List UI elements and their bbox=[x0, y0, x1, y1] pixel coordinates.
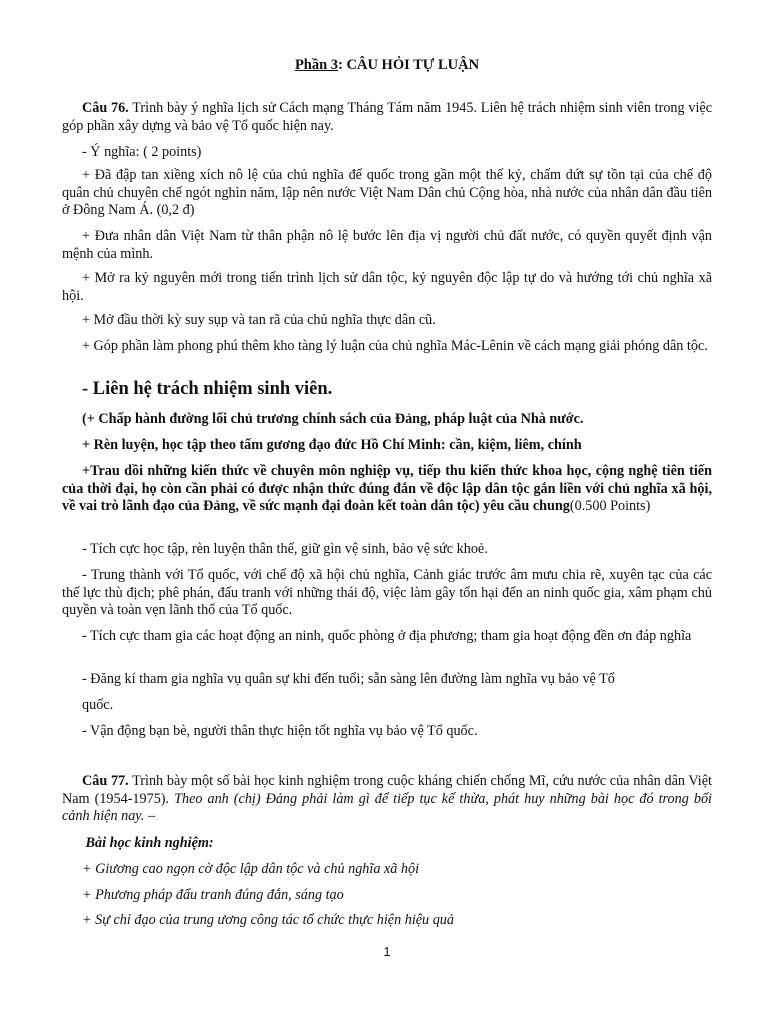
responsibility-item-2: + Rèn luyện, học tập theo tấm gương đạo đức Hồ Chí Minh: cần, kiệm, liêm, chính bbox=[82, 437, 582, 453]
responsibility-item-3 bbox=[62, 463, 712, 516]
lessons-heading bbox=[62, 835, 712, 853]
question-77-italic: Theo anh (chị) Đảng phải làm gì để tiếp tục kế thừa, phát huy những bài học đó trong bối cảnh hiện nay. – bbox=[62, 790, 712, 824]
lessons-heading-text: Bài học kinh nghiệm: bbox=[85, 835, 214, 851]
responsibility-item-8: - Vận động bạn bè, người thân thực hiện tốt nghĩa vụ bảo vệ Tổ quốc. bbox=[82, 723, 478, 739]
meaning-heading: - Ý nghĩa: ( 2 points) bbox=[82, 144, 202, 160]
question-77-label: Câu 77. bbox=[82, 773, 129, 789]
question-76 bbox=[62, 100, 712, 135]
meaning-item-2: + Đưa nhân dân Việt Nam từ thân phận nô lệ bước lên địa vị người chủ đất nước, có quyền quyết định vận mệnh của mình. bbox=[62, 228, 712, 262]
question-77 bbox=[62, 773, 712, 826]
section-title bbox=[62, 57, 712, 75]
question-76-label: Câu 76. bbox=[82, 100, 129, 116]
responsibility-item-7-cont: quốc. bbox=[82, 697, 114, 713]
meaning-item-3: + Mở ra kỷ nguyên mới trong tiến trình lịch sử dân tộc, kỷ nguyên độc lập tự do và hướng tới chủ nghĩa xã hội. bbox=[62, 270, 712, 304]
responsibility-item-4: - Tích cực học tập, rèn luyện thân thể, giữ gìn vệ sinh, bảo vệ sức khoẻ. bbox=[82, 541, 488, 557]
responsibility-item-7: - Đăng kí tham gia nghĩa vụ quân sự khi đến tuổi; sẵn sàng lên đường làm nghĩa vụ bảo vệ Tổ bbox=[82, 671, 615, 687]
question-76-text: Trình bày ý nghĩa lịch sử Cách mạng Tháng Tám năm 1945. Liên hệ trách nhiệm sinh viên trong việc góp phần xây dựng và bảo vệ Tổ quốc hiện nay. bbox=[62, 100, 712, 134]
meaning-item-4: + Mở đầu thời kỳ suy sụp và tan rã của chủ nghĩa thực dân cũ. bbox=[82, 312, 436, 328]
lesson-item-1: + Giương cao ngọn cờ độc lập dân tộc và chủ nghĩa xã hội bbox=[82, 861, 420, 877]
responsibility-item-5: - Trung thành với Tổ quốc, với chế độ xã hội chủ nghĩa, Cảnh giác trước âm mưu chia rẽ, xuyên tạc của các thế lực thù địch; phê phán, đấu tranh với những thái độ, việc làm gây tổn hại đến an ninh quốc gia, xâm phạm chủ quyền và toàn vẹn lãnh thổ của Tổ quốc. bbox=[62, 567, 712, 618]
section-title-text: : CÂU HỎI TỰ LUẬN bbox=[338, 57, 480, 73]
responsibility-item-1: (+ Chấp hành đường lối chủ trương chính sách của Đảng, pháp luật của Nhà nước. bbox=[82, 411, 584, 427]
responsibility-item-3-points: (0.500 Points) bbox=[569, 498, 651, 514]
page-number: 1 bbox=[383, 944, 391, 959]
section-part-label: Phần 3 bbox=[294, 57, 339, 73]
lesson-item-2: + Phương pháp đấu tranh đúng đắn, sáng tạo bbox=[82, 887, 344, 903]
lesson-item-3: + Sự chỉ đạo của trung ương công tác tổ chức thực hiện hiệu quả bbox=[82, 912, 454, 928]
responsibility-item-3-bold: +Trau dồi những kiến thức về chuyên môn nghiệp vụ, tiếp thu kiến thức khoa học, cộng nghệ tiên tiến của thời đại, họ còn cần phải có được nhận thức đúng đắn về độc lập dân tộc gắn liền với chủ nghĩa xã hội, về vai trò lãnh đạo của Đảng, về sức mạnh đại đoàn kết toàn dân tộc) yêu cầu chung bbox=[62, 463, 712, 514]
meaning-item-1: + Đã đập tan xiềng xích nô lệ của chủ nghĩa đế quốc trong gần một thế kỷ, chấm dứt sự tồn tại của chế độ quân chủ chuyên chế ngót nghìn năm, lập nên nước Việt Nam Dân chủ Cộng hòa, nhà nước của nhân dân đầu tiên ở Đông Nam Á. (0,2 đ) bbox=[62, 167, 712, 218]
question-77-text: Trình bày một số bài học kinh nghiệm trong cuộc kháng chiến chống Mĩ, cứu nước của nhân dân Việt Nam (1954-1975). bbox=[62, 773, 712, 807]
responsibility-item-6: - Tích cực tham gia các hoạt động an ninh, quốc phòng ở địa phương; tham gia hoạt động đền ơn đáp nghĩa bbox=[82, 628, 692, 644]
meaning-item-5: + Góp phần làm phong phú thêm kho tàng lý luận của chủ nghĩa Mác-Lênin về cách mạng giải phóng dân tộc. bbox=[82, 338, 708, 354]
responsibility-heading: - Liên hệ trách nhiệm sinh viên. bbox=[82, 379, 333, 399]
